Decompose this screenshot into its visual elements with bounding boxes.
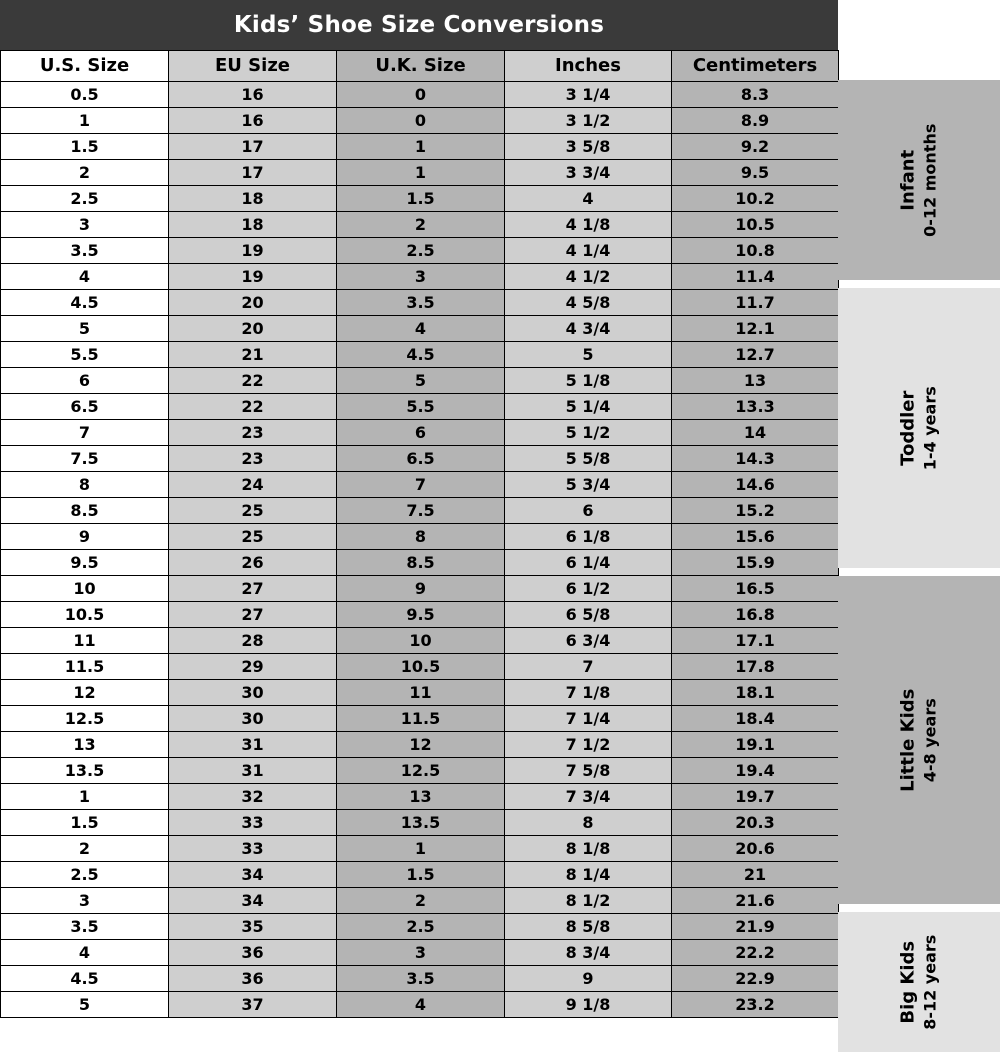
- cell-eu-size: 23: [169, 420, 337, 446]
- table-row: [1, 472, 839, 498]
- age-group-band: [838, 576, 1000, 904]
- cell-centimeters: 20.6: [672, 836, 839, 862]
- cell-inches: 7 1/8: [505, 680, 672, 706]
- cell-uk-size: 1: [337, 134, 505, 160]
- cell-centimeters: 22.9: [672, 966, 839, 992]
- cell-inches: 6: [505, 498, 672, 524]
- cell-uk-size: 0: [337, 108, 505, 134]
- cell-inches: 3 5/8: [505, 134, 672, 160]
- cell-eu-size: 34: [169, 888, 337, 914]
- cell-uk-size: 7: [337, 472, 505, 498]
- cell-eu-size: 18: [169, 212, 337, 238]
- cell-uk-size: 12.5: [337, 758, 505, 784]
- cell-eu-size: 27: [169, 602, 337, 628]
- cell-us-size: 4: [1, 940, 169, 966]
- cell-us-size: 3: [1, 888, 169, 914]
- cell-uk-size: 3: [337, 940, 505, 966]
- cell-us-size: 3: [1, 212, 169, 238]
- cell-eu-size: 22: [169, 368, 337, 394]
- cell-uk-size: 5: [337, 368, 505, 394]
- table-row: [1, 186, 839, 212]
- age-group-name: Big Kids: [897, 940, 919, 1024]
- cell-centimeters: 18.4: [672, 706, 839, 732]
- cell-uk-size: 12: [337, 732, 505, 758]
- cell-eu-size: 25: [169, 498, 337, 524]
- cell-uk-size: 11.5: [337, 706, 505, 732]
- cell-centimeters: 14.6: [672, 472, 839, 498]
- age-group-range: 4-8 years: [920, 698, 940, 782]
- table-row: [1, 784, 839, 810]
- age-group-range: 0-12 months: [920, 123, 940, 237]
- age-group-name: Infant: [897, 149, 919, 211]
- cell-eu-size: 20: [169, 316, 337, 342]
- cell-eu-size: 18: [169, 186, 337, 212]
- cell-inches: 8: [505, 810, 672, 836]
- cell-uk-size: 13: [337, 784, 505, 810]
- cell-us-size: 8: [1, 472, 169, 498]
- cell-centimeters: 21: [672, 862, 839, 888]
- table-row: [1, 108, 839, 134]
- shoe-size-table: [0, 50, 839, 1018]
- table-row: [1, 888, 839, 914]
- cell-inches: 3 3/4: [505, 160, 672, 186]
- chart-title-bar: [0, 0, 838, 50]
- cell-uk-size: 3: [337, 264, 505, 290]
- cell-centimeters: 12.7: [672, 342, 839, 368]
- cell-uk-size: 9.5: [337, 602, 505, 628]
- cell-eu-size: 16: [169, 108, 337, 134]
- cell-eu-size: 28: [169, 628, 337, 654]
- age-group-label: [898, 386, 941, 470]
- table-row: [1, 654, 839, 680]
- cell-us-size: 11: [1, 628, 169, 654]
- table-row: [1, 732, 839, 758]
- cell-centimeters: 11.4: [672, 264, 839, 290]
- cell-uk-size: 5.5: [337, 394, 505, 420]
- table-row: [1, 498, 839, 524]
- cell-inches: 5: [505, 342, 672, 368]
- cell-uk-size: 1.5: [337, 862, 505, 888]
- cell-centimeters: 15.6: [672, 524, 839, 550]
- table-row: [1, 758, 839, 784]
- cell-us-size: 4.5: [1, 290, 169, 316]
- cell-us-size: 3.5: [1, 914, 169, 940]
- page-title: Kids’ Shoe Size Conversions: [233, 12, 605, 38]
- cell-inches: 6 3/4: [505, 628, 672, 654]
- cell-eu-size: 31: [169, 758, 337, 784]
- cell-eu-size: 37: [169, 992, 337, 1018]
- age-group-band: [838, 288, 1000, 568]
- cell-us-size: 1.5: [1, 134, 169, 160]
- column-header-us-size: U.S. Size: [1, 51, 169, 82]
- cell-inches: 5 5/8: [505, 446, 672, 472]
- cell-inches: 6 1/2: [505, 576, 672, 602]
- age-group-band: [838, 80, 1000, 280]
- cell-us-size: 7.5: [1, 446, 169, 472]
- cell-centimeters: 11.7: [672, 290, 839, 316]
- cell-us-size: 2.5: [1, 862, 169, 888]
- cell-centimeters: 14: [672, 420, 839, 446]
- cell-uk-size: 0: [337, 82, 505, 108]
- table-row: [1, 524, 839, 550]
- cell-us-size: 13: [1, 732, 169, 758]
- cell-eu-size: 33: [169, 836, 337, 862]
- age-group-range: 1-4 years: [920, 386, 940, 470]
- cell-centimeters: 22.2: [672, 940, 839, 966]
- cell-us-size: 6.5: [1, 394, 169, 420]
- cell-centimeters: 19.1: [672, 732, 839, 758]
- cell-us-size: 2: [1, 160, 169, 186]
- age-group-label: [898, 123, 941, 236]
- cell-uk-size: 3.5: [337, 290, 505, 316]
- cell-inches: 7 1/4: [505, 706, 672, 732]
- cell-inches: 5 1/8: [505, 368, 672, 394]
- table-row: [1, 550, 839, 576]
- cell-inches: 8 1/4: [505, 862, 672, 888]
- cell-us-size: 5.5: [1, 342, 169, 368]
- cell-centimeters: 9.5: [672, 160, 839, 186]
- cell-uk-size: 4: [337, 992, 505, 1018]
- cell-uk-size: 1: [337, 836, 505, 862]
- cell-centimeters: 19.4: [672, 758, 839, 784]
- cell-eu-size: 24: [169, 472, 337, 498]
- cell-eu-size: 25: [169, 524, 337, 550]
- table-row: [1, 160, 839, 186]
- cell-centimeters: 21.6: [672, 888, 839, 914]
- cell-uk-size: 2.5: [337, 914, 505, 940]
- cell-uk-size: 8: [337, 524, 505, 550]
- table-row: [1, 212, 839, 238]
- cell-uk-size: 6: [337, 420, 505, 446]
- table-header: [1, 51, 839, 82]
- cell-us-size: 5: [1, 316, 169, 342]
- title-bar-right-spacer: [838, 0, 1000, 50]
- table-row: [1, 82, 839, 108]
- age-group-name: Little Kids: [897, 688, 919, 792]
- cell-centimeters: 16.5: [672, 576, 839, 602]
- cell-eu-size: 23: [169, 446, 337, 472]
- cell-centimeters: 18.1: [672, 680, 839, 706]
- cell-centimeters: 10.8: [672, 238, 839, 264]
- cell-centimeters: 10.5: [672, 212, 839, 238]
- cell-eu-size: 30: [169, 706, 337, 732]
- cell-inches: 9: [505, 966, 672, 992]
- cell-inches: 7 5/8: [505, 758, 672, 784]
- cell-eu-size: 22: [169, 394, 337, 420]
- cell-inches: 8 1/8: [505, 836, 672, 862]
- cell-centimeters: 21.9: [672, 914, 839, 940]
- table-header-row: [1, 51, 839, 82]
- cell-us-size: 1: [1, 784, 169, 810]
- cell-eu-size: 31: [169, 732, 337, 758]
- cell-centimeters: 15.9: [672, 550, 839, 576]
- age-group-name: Toddler: [897, 390, 919, 466]
- cell-inches: 4 3/4: [505, 316, 672, 342]
- cell-us-size: 4.5: [1, 966, 169, 992]
- table-row: [1, 368, 839, 394]
- cell-inches: 7: [505, 654, 672, 680]
- cell-inches: 8 1/2: [505, 888, 672, 914]
- cell-us-size: 10: [1, 576, 169, 602]
- cell-uk-size: 4: [337, 316, 505, 342]
- cell-uk-size: 4.5: [337, 342, 505, 368]
- cell-eu-size: 20: [169, 290, 337, 316]
- cell-eu-size: 17: [169, 134, 337, 160]
- cell-eu-size: 21: [169, 342, 337, 368]
- cell-centimeters: 12.1: [672, 316, 839, 342]
- cell-us-size: 6: [1, 368, 169, 394]
- cell-eu-size: 19: [169, 238, 337, 264]
- table-row: [1, 628, 839, 654]
- cell-eu-size: 26: [169, 550, 337, 576]
- cell-us-size: 7: [1, 420, 169, 446]
- table-row: [1, 862, 839, 888]
- cell-centimeters: 17.8: [672, 654, 839, 680]
- cell-eu-size: 35: [169, 914, 337, 940]
- cell-uk-size: 1.5: [337, 186, 505, 212]
- cell-centimeters: 13: [672, 368, 839, 394]
- cell-eu-size: 32: [169, 784, 337, 810]
- cell-inches: 9 1/8: [505, 992, 672, 1018]
- cell-centimeters: 19.7: [672, 784, 839, 810]
- column-header-inches: Inches: [505, 51, 672, 82]
- cell-uk-size: 3.5: [337, 966, 505, 992]
- cell-inches: 5 1/4: [505, 394, 672, 420]
- column-header-centimeters: Centimeters: [672, 51, 839, 82]
- cell-inches: 5 3/4: [505, 472, 672, 498]
- cell-uk-size: 8.5: [337, 550, 505, 576]
- table-row: [1, 446, 839, 472]
- cell-inches: 6 5/8: [505, 602, 672, 628]
- cell-inches: 3 1/4: [505, 82, 672, 108]
- cell-centimeters: 8.9: [672, 108, 839, 134]
- cell-centimeters: 10.2: [672, 186, 839, 212]
- cell-us-size: 9: [1, 524, 169, 550]
- cell-uk-size: 11: [337, 680, 505, 706]
- cell-centimeters: 15.2: [672, 498, 839, 524]
- cell-inches: 8 5/8: [505, 914, 672, 940]
- table-row: [1, 914, 839, 940]
- cell-eu-size: 27: [169, 576, 337, 602]
- cell-inches: 7 1/2: [505, 732, 672, 758]
- cell-centimeters: 23.2: [672, 992, 839, 1018]
- cell-centimeters: 13.3: [672, 394, 839, 420]
- table-row: [1, 238, 839, 264]
- cell-eu-size: 16: [169, 82, 337, 108]
- cell-inches: 6 1/8: [505, 524, 672, 550]
- age-group-band: [838, 912, 1000, 1052]
- column-header-eu-size: EU Size: [169, 51, 337, 82]
- table-row: [1, 316, 839, 342]
- cell-uk-size: 9: [337, 576, 505, 602]
- cell-uk-size: 2: [337, 212, 505, 238]
- cell-us-size: 0.5: [1, 82, 169, 108]
- cell-us-size: 2.5: [1, 186, 169, 212]
- cell-us-size: 11.5: [1, 654, 169, 680]
- cell-uk-size: 1: [337, 160, 505, 186]
- cell-inches: 4: [505, 186, 672, 212]
- table-row: [1, 134, 839, 160]
- cell-uk-size: 7.5: [337, 498, 505, 524]
- cell-centimeters: 16.8: [672, 602, 839, 628]
- cell-us-size: 8.5: [1, 498, 169, 524]
- table-row: [1, 810, 839, 836]
- table-row: [1, 940, 839, 966]
- cell-eu-size: 36: [169, 940, 337, 966]
- cell-uk-size: 13.5: [337, 810, 505, 836]
- cell-inches: 5 1/2: [505, 420, 672, 446]
- cell-eu-size: 34: [169, 862, 337, 888]
- cell-uk-size: 6.5: [337, 446, 505, 472]
- cell-inches: 4 1/8: [505, 212, 672, 238]
- cell-inches: 6 1/4: [505, 550, 672, 576]
- cell-centimeters: 8.3: [672, 82, 839, 108]
- table-row: [1, 680, 839, 706]
- table-row: [1, 706, 839, 732]
- cell-uk-size: 10.5: [337, 654, 505, 680]
- cell-inches: 7 3/4: [505, 784, 672, 810]
- table-row: [1, 394, 839, 420]
- cell-uk-size: 2.5: [337, 238, 505, 264]
- table-body: [1, 82, 839, 1018]
- age-group-range: 8-12 years: [920, 934, 940, 1030]
- cell-centimeters: 20.3: [672, 810, 839, 836]
- column-header-uk-size: U.K. Size: [337, 51, 505, 82]
- table-row: [1, 264, 839, 290]
- cell-us-size: 2: [1, 836, 169, 862]
- table-row: [1, 576, 839, 602]
- cell-us-size: 9.5: [1, 550, 169, 576]
- cell-eu-size: 30: [169, 680, 337, 706]
- cell-us-size: 1: [1, 108, 169, 134]
- cell-eu-size: 36: [169, 966, 337, 992]
- cell-us-size: 5: [1, 992, 169, 1018]
- cell-eu-size: 17: [169, 160, 337, 186]
- table-row: [1, 420, 839, 446]
- cell-inches: 3 1/2: [505, 108, 672, 134]
- cell-eu-size: 29: [169, 654, 337, 680]
- cell-us-size: 1.5: [1, 810, 169, 836]
- cell-centimeters: 14.3: [672, 446, 839, 472]
- cell-inches: 8 3/4: [505, 940, 672, 966]
- cell-us-size: 10.5: [1, 602, 169, 628]
- cell-inches: 4 5/8: [505, 290, 672, 316]
- cell-us-size: 12.5: [1, 706, 169, 732]
- table-row: [1, 836, 839, 862]
- cell-us-size: 3.5: [1, 238, 169, 264]
- cell-inches: 4 1/4: [505, 238, 672, 264]
- age-group-label: [898, 934, 941, 1029]
- cell-inches: 4 1/2: [505, 264, 672, 290]
- cell-centimeters: 17.1: [672, 628, 839, 654]
- table-row: [1, 966, 839, 992]
- cell-eu-size: 19: [169, 264, 337, 290]
- cell-eu-size: 33: [169, 810, 337, 836]
- table-row: [1, 992, 839, 1018]
- cell-uk-size: 10: [337, 628, 505, 654]
- cell-us-size: 13.5: [1, 758, 169, 784]
- cell-centimeters: 9.2: [672, 134, 839, 160]
- cell-us-size: 4: [1, 264, 169, 290]
- table-row: [1, 342, 839, 368]
- age-group-label: [898, 688, 941, 791]
- table-row: [1, 290, 839, 316]
- table-row: [1, 602, 839, 628]
- cell-uk-size: 2: [337, 888, 505, 914]
- cell-us-size: 12: [1, 680, 169, 706]
